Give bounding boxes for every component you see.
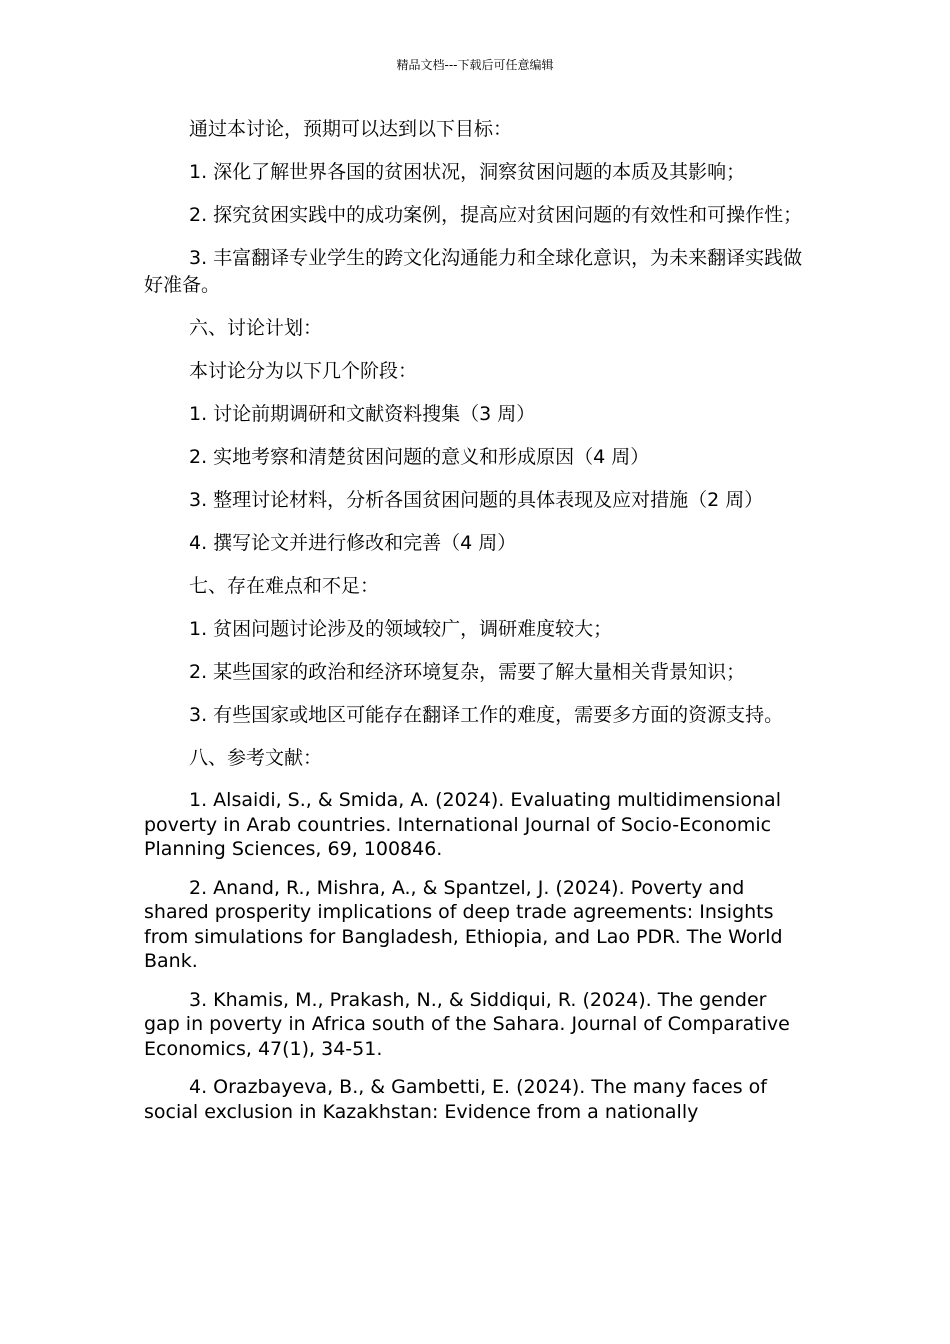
section-heading-difficulties: 七、存在难点和不足： — [189, 575, 380, 597]
paragraph-difficulty-2: 2. 某些国家的政治和经济环境复杂，需要了解大量相关背景知识； — [189, 661, 746, 683]
paragraph-goal-1: 1. 深化了解世界各国的贫困状况，洞察贫困问题的本质及其影响； — [189, 161, 746, 183]
reference-item: 1. Alsaidi, S., & Smida, A. (2024). Evaluating multidimensional poverty in Arab countries. International Journal of Socio-Economic Planning Sciences, 69, 100846. — [144, 789, 781, 860]
paragraph-plan-stage-4: 4. 撰写论文并进行修改和完善（4 周） — [189, 532, 517, 554]
paragraph-plan-stage-2: 2. 实地考察和清楚贫困问题的意义和形成原因（4 周） — [189, 446, 650, 468]
section-heading-discussion-plan: 六、讨论计划： — [189, 317, 323, 339]
reference-item: 2. Anand, R., Mishra, A., & Spantzel, J. (2024). Poverty and shared prosperity implications of deep trade agreements: Insights from simulations for Bangladesh, Ethiopia, and Lao PDR. The World Bank. — [144, 876, 783, 972]
reference-item: 4. Orazbayeva, B., & Gambetti, E. (2024). The many faces of social exclusion in Kazakhstan: Evidence from a nationally — [144, 1076, 767, 1123]
paragraph-plan-stage-1: 1. 讨论前期调研和文献资料搜集（3 周） — [189, 403, 536, 425]
document-body — [144, 116, 804, 1138]
reference-item: 3. Khamis, M., Prakash, N., & Siddiqui, R. (2024). The gender gap in poverty in Africa south of the Sahara. Journal of Comparative Economics, 47(1), 34-51. — [144, 988, 790, 1060]
paragraph-plan-stage-3: 3. 整理讨论材料，分析各国贫困问题的具体表现及应对措施（2 周） — [189, 489, 764, 511]
section-heading-references: 八、参考文献： — [189, 747, 323, 769]
paragraph-goal-3: 3. 丰富翻译专业学生的跨文化沟通能力和全球化意识，为未来翻译实践做好准备。 — [144, 247, 803, 296]
page-header: 精品文档---下载后可任意编辑 — [396, 58, 554, 72]
paragraph-expected-goals-intro: 通过本讨论，预期可以达到以下目标： — [189, 118, 513, 140]
paragraph-difficulty-1: 1. 贫困问题讨论涉及的领域较广，调研难度较大； — [189, 618, 613, 640]
paragraph-goal-2: 2. 探究贫困实践中的成功案例，提高应对贫困问题的有效性和可操作性； — [189, 204, 803, 226]
paragraph-difficulty-3: 3. 有些国家或地区可能存在翻译工作的难度，需要多方面的资源支持。 — [189, 704, 784, 726]
paragraph-plan-intro: 本讨论分为以下几个阶段： — [189, 360, 418, 382]
